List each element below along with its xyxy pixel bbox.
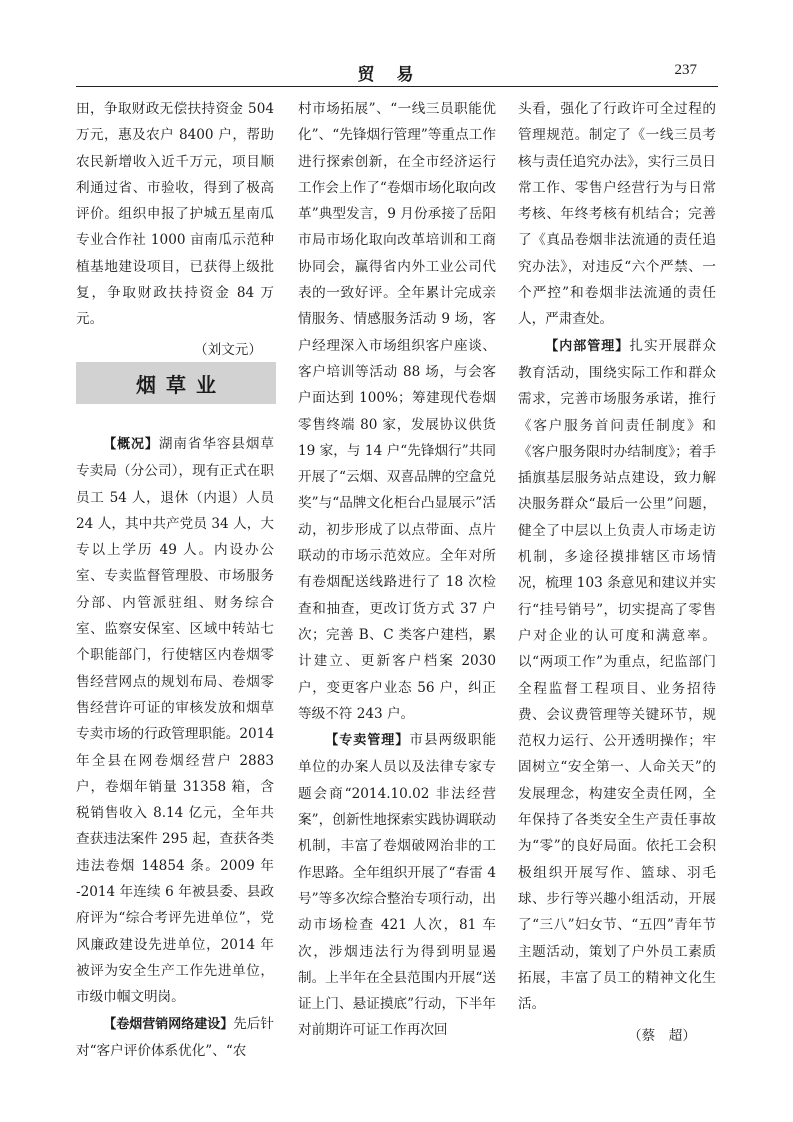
internal-paragraph <box>518 333 716 1018</box>
internal-label: 【内部管理】 <box>545 338 630 354</box>
monopoly-label: 【专卖管理】 <box>325 733 410 749</box>
continued-paragraph: 头看，强化了行政许可全过程的管理规范。制定了《一线三员考核与责任追究办法》，实行三员日常工作、零售户经营行为与日常考核、年终考核有机结合；完善了《真品卷烟非法流通的责任追究办法》，对违反“六个严禁、一个严控”和卷烟非法流通的责任人，严肃查处。 <box>518 101 716 328</box>
page-number: 237 <box>674 62 697 78</box>
section-heading: 烟草业 <box>136 372 226 397</box>
internal-text: 扎实开展群众教育活动，围绕实际工作和群众需求，完善市场服务承诺，推行《客户服务首问责任制度》和《客户服务限时办结制度》；着手插旗基层服务站点建设，致力解决服务群众“最后一公里”问题，健全了中层以上负责人市场走访机制，多途径摸排辖区市场情况，梳理 103 条意见和建议并实行“挂号销号”，切实提高了零售户对企业的认可度和满意率。以“两项工作”为重点，纪监部门全程监督工程项目、业务招待费、会议费管理等关键环节，规范权力运行、公开透明操作；牢固树立“安全第一、人命关天”的发展理念，构建安全责任网，全年保持了各类安全生产责任事故为“零”的良好局面。依托工会积极组织开展写作、篮球、羽毛球、步行等兴趣小组活动，开展了“三八”妇女节、“五四”青年节主题活动，策划了户外员工素质拓展，丰富了员工的精神文化生活。 <box>518 337 716 1013</box>
section-heading-box <box>76 362 276 404</box>
author-credit: （刘文元） <box>194 341 262 358</box>
column-1-lower <box>76 431 274 1064</box>
column-3 <box>518 96 716 1050</box>
overview-text: 湖南省华容县烟草专卖局（分公司），现有正式在职员工 54 人，退休（内退）人员 24 人，其中共产党员 34 人，大专以上学历 49 人。内设办公室、专卖监督管理股、市场服务分部、内管派驻组、财务综合室、监察安保室、区域中转站七个职能部门，行使辖区内卷烟零售经营网点的规划布局、卷烟零售经营许可证的审核发放和烟草专卖市场的行政管理职能。2014 年全县在网卷烟经营户 2883 户，卷烟年销量 31358 箱，含税销售收入 8.14 亿元，全年共查获违法案件 295 起，查获各类违法卷烟 14854 条。2009 年 -2014 年连续 6 年被县委、县政府评为“综合考评先进单位”，党风廉政建设先进单位，2014 年被评为安全生产工作先进单位，市级巾帼文明岗。 <box>76 436 274 1006</box>
continued-paragraph: 田，争取财政无偿扶持资金 504 万元，惠及农户 8400 户，帮助农民新增收入近千万元，项目顺利通过省、市验收，得到了极高评价。组织申报了护城五星南瓜专业合作社 1000 亩南瓜示范种植基地建设项目，已获得上级批复，争取财政扶持资金 84 万元。 <box>76 101 274 328</box>
overview-paragraph <box>76 431 274 1011</box>
header-rule <box>76 86 718 87</box>
running-header-title: 贸易 <box>357 65 436 85</box>
continued-paragraph: 村市场拓展”、“一线三员职能优化”、“先锋烟行管理”等重点工作进行探索创新，在全市经济运行工作会上作了“卷烟市场化取向改革”典型发言，9 月份承接了岳阳市局市场化取向改革培训和工商协同会，赢得省内外工业公司代表的一致好评。全年累计完成亲情服务、情感服务活动 9 场，客户经理深入市场组织客户座谈、客户培训等活动 88 场，与会客户面达到 100%；筹建现代卷烟零售终端 80 家，发展协议供货 19 家，与 14 户“先锋烟行”共同开展了“云烟、双喜品牌的空盒兑奖”与“品牌文化柜台凸显展示”活动，初步形成了以点带面、点片联动的市场示范效应。全年对所有卷烟配送线路进行了 18 次检查和抽查，更改订货方式 37 户次；完善 B、C 类客户建档，累计建立、更新客户档案 2030 户，变更客户业态 56 户，纠正等级不符 243 户。 <box>298 101 496 722</box>
author-credit: （蔡 超） <box>628 1028 696 1045</box>
column-2 <box>298 96 496 1044</box>
network-text: 先后针对“客户评价体系优化”、“农 <box>76 1015 274 1059</box>
overview-label: 【概况】 <box>103 437 159 452</box>
monopoly-paragraph <box>298 727 496 1044</box>
network-paragraph <box>76 1011 274 1065</box>
column-1 <box>76 96 274 363</box>
monopoly-text: 市县两级职能单位的办案人员以及法律专家专题会商“2014.10.02 非法经营案”，创新性地探索实践协调联动机制，丰富了卷烟破网治非的工作思路。全年组织开展了“春雷 4 号”等多次综合整治专项行动，出动市场检查 421 人次，81 车次，涉烟违法行为得到明显遏制。上半年在全县范围内开展“送证上门、悬证摸底”行动，下半年对前期许可证工作再次回 <box>298 732 496 1039</box>
network-label: 【卷烟营销网络建设】 <box>103 1016 234 1032</box>
